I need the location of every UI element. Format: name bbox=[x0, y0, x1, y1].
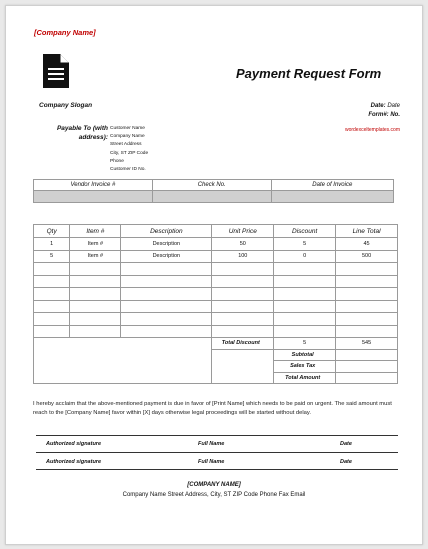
description-cell[interactable] bbox=[121, 325, 212, 338]
check-no-cell[interactable] bbox=[152, 191, 271, 203]
form-number-label: Form#: bbox=[368, 112, 389, 118]
subtotal-label: Subtotal bbox=[274, 349, 336, 361]
address-line[interactable]: Phone bbox=[110, 158, 124, 164]
total-discount-line-total[interactable]: 545 bbox=[336, 338, 398, 350]
qty-cell[interactable] bbox=[34, 300, 70, 313]
summary-spacer bbox=[212, 349, 274, 361]
unit-price-cell[interactable]: 100 bbox=[212, 250, 274, 263]
footer-address: Company Name Street Address, City, ST ZIP Code Phone Fax Email bbox=[122, 492, 306, 498]
line-total-header: Line Total bbox=[336, 225, 398, 238]
qty-cell[interactable]: 5 bbox=[34, 250, 70, 263]
payable-address bbox=[110, 125, 148, 174]
qty-cell[interactable] bbox=[34, 288, 70, 301]
form-page bbox=[5, 5, 423, 545]
table-row bbox=[34, 263, 398, 276]
total-discount-value[interactable]: 5 bbox=[274, 338, 336, 350]
description-cell[interactable]: Description bbox=[121, 238, 212, 251]
item-number-cell[interactable] bbox=[70, 300, 121, 313]
qty-cell[interactable] bbox=[34, 313, 70, 326]
address-line[interactable]: Company Name bbox=[110, 134, 145, 140]
item-number-cell[interactable]: Item # bbox=[70, 250, 121, 263]
qty-cell[interactable] bbox=[34, 325, 70, 338]
total-amount-label: Total Amount bbox=[274, 372, 336, 384]
unit-price-cell[interactable]: 50 bbox=[212, 238, 274, 251]
signature-date-label[interactable]: Date bbox=[340, 459, 352, 465]
address-line[interactable]: City, ST ZIP Code bbox=[110, 150, 149, 156]
total-amount-value[interactable] bbox=[336, 372, 398, 384]
unit-price-cell[interactable] bbox=[212, 263, 274, 276]
document-icon bbox=[41, 53, 71, 89]
unit-price-cell[interactable] bbox=[212, 313, 274, 326]
date-form-block bbox=[368, 102, 400, 120]
address-line[interactable]: Customer ID No. bbox=[110, 167, 146, 173]
signature-date-label[interactable]: Date bbox=[340, 441, 352, 447]
item-number-cell[interactable] bbox=[70, 275, 121, 288]
item-number-cell[interactable] bbox=[70, 325, 121, 338]
date-of-invoice-cell[interactable] bbox=[271, 191, 393, 203]
signature-divider bbox=[36, 452, 398, 453]
form-title: Payment Request Form bbox=[236, 66, 382, 81]
qty-header: Qty bbox=[34, 225, 70, 238]
sales-tax-value[interactable] bbox=[336, 361, 398, 373]
unit-price-cell[interactable] bbox=[212, 275, 274, 288]
table-row bbox=[34, 275, 398, 288]
discount-cell[interactable]: 0 bbox=[274, 250, 336, 263]
discount-cell[interactable]: 5 bbox=[274, 238, 336, 251]
discount-header: Discount bbox=[274, 225, 336, 238]
qty-cell[interactable]: 1 bbox=[34, 238, 70, 251]
total-discount-row bbox=[34, 338, 398, 350]
signature-label[interactable]: Authorized signature bbox=[46, 459, 102, 465]
vendor-invoice-table bbox=[33, 179, 394, 203]
discount-cell[interactable] bbox=[274, 325, 336, 338]
items-table bbox=[33, 224, 398, 384]
total-discount-label: Total Discount bbox=[212, 338, 274, 350]
payable-to-label: Payable To (with address): bbox=[56, 125, 108, 141]
address-line[interactable]: Customer Name bbox=[110, 126, 145, 131]
date-value[interactable]: Date bbox=[387, 103, 400, 109]
check-no-header: Check No. bbox=[152, 180, 271, 191]
line-total-cell[interactable]: 500 bbox=[336, 250, 398, 263]
qty-cell[interactable] bbox=[34, 275, 70, 288]
description-cell[interactable]: Description bbox=[121, 250, 212, 263]
website-link[interactable]: wordexceltemplates.com bbox=[344, 127, 400, 133]
summary-spacer bbox=[212, 372, 274, 384]
description-cell[interactable] bbox=[121, 275, 212, 288]
item-number-cell[interactable] bbox=[70, 313, 121, 326]
discount-cell[interactable] bbox=[274, 313, 336, 326]
vendor-invoice-cell[interactable] bbox=[34, 191, 153, 203]
item-number-header: Item # bbox=[70, 225, 121, 238]
line-total-cell[interactable]: 45 bbox=[336, 238, 398, 251]
description-cell[interactable] bbox=[121, 288, 212, 301]
line-total-cell[interactable] bbox=[336, 288, 398, 301]
date-of-invoice-header: Date of Invoice bbox=[271, 180, 393, 191]
sales-tax-label: Sales Tax bbox=[274, 361, 336, 373]
full-name-label[interactable]: Full Name bbox=[198, 441, 225, 447]
signature-divider bbox=[36, 469, 398, 470]
table-row bbox=[34, 238, 398, 251]
discount-cell[interactable] bbox=[274, 300, 336, 313]
line-total-cell[interactable] bbox=[336, 313, 398, 326]
line-total-cell[interactable] bbox=[336, 300, 398, 313]
description-cell[interactable] bbox=[121, 300, 212, 313]
notes-area-cell bbox=[34, 338, 212, 384]
company-slogan: Company Slogan bbox=[39, 102, 93, 109]
item-number-cell[interactable]: Item # bbox=[70, 238, 121, 251]
table-row bbox=[34, 325, 398, 338]
summary-spacer bbox=[212, 361, 274, 373]
item-number-cell[interactable] bbox=[70, 263, 121, 276]
vendor-invoice-header: Vendor Invoice # bbox=[34, 180, 153, 191]
discount-cell[interactable] bbox=[274, 275, 336, 288]
full-name-label[interactable]: Full Name bbox=[198, 459, 225, 465]
company-name-header: [Company Name] bbox=[34, 28, 96, 37]
discount-cell[interactable] bbox=[274, 263, 336, 276]
form-number-value[interactable]: No. bbox=[390, 112, 400, 118]
line-total-cell[interactable] bbox=[336, 275, 398, 288]
unit-price-header: Unit Price bbox=[212, 225, 274, 238]
description-header: Description bbox=[121, 225, 212, 238]
date-label: Date: bbox=[370, 103, 386, 109]
footer-company-name: [COMPANY NAME] bbox=[187, 482, 241, 488]
signature-divider bbox=[36, 435, 398, 436]
item-number-cell[interactable] bbox=[70, 288, 121, 301]
description-cell[interactable] bbox=[121, 263, 212, 276]
table-row bbox=[34, 288, 398, 301]
line-total-cell[interactable] bbox=[336, 325, 398, 338]
qty-cell[interactable] bbox=[34, 263, 70, 276]
declaration-text: I hereby acclaim that the above-mentioned payment is due in favor of [Print Name] which needs to be paid on urgent. The said amount must reach to the [Company Name] favor within [X] days otherwise legal proceedings will be started without delay. bbox=[33, 401, 392, 416]
table-row bbox=[34, 313, 398, 326]
subtotal-value[interactable] bbox=[336, 349, 398, 361]
line-total-cell[interactable] bbox=[336, 263, 398, 276]
signature-label[interactable]: Authorized signature bbox=[46, 441, 102, 447]
table-row bbox=[34, 300, 398, 313]
unit-price-cell[interactable] bbox=[212, 325, 274, 338]
address-line[interactable]: Street Address bbox=[110, 142, 142, 148]
table-row bbox=[34, 250, 398, 263]
discount-cell[interactable] bbox=[274, 288, 336, 301]
unit-price-cell[interactable] bbox=[212, 300, 274, 313]
unit-price-cell[interactable] bbox=[212, 288, 274, 301]
description-cell[interactable] bbox=[121, 313, 212, 326]
